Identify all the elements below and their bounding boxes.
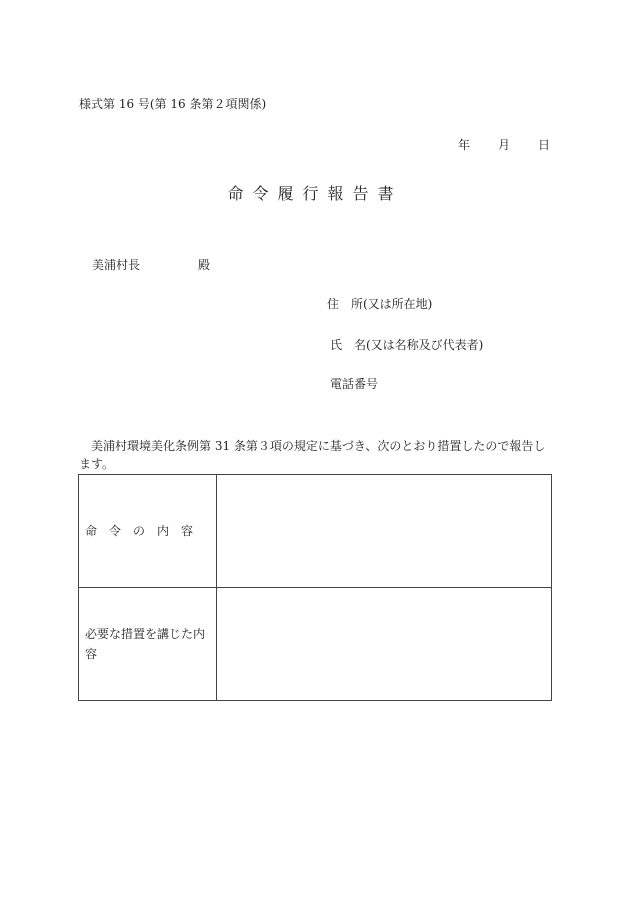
date-year: 年	[457, 138, 470, 152]
addressee-suffix: 殿	[198, 258, 211, 272]
addressee	[92, 257, 210, 273]
date-month: 月	[497, 138, 510, 152]
date-day: 日	[537, 138, 550, 152]
order-content-label: 命令の内容	[79, 475, 217, 588]
table-row	[79, 588, 552, 701]
addressee-name: 美浦村長	[92, 258, 141, 272]
reporter-name-label: 氏 名(又は名称及び代表者)	[330, 338, 484, 352]
form-number: 様式第 16 号(第 16 条第２項関係)	[79, 97, 267, 111]
date-line	[458, 137, 550, 153]
body-text: 美浦村環境美化条例第 31 条第３項の規定に基づき、次のとおり措置したので報告します。	[79, 439, 546, 471]
order-content-value[interactable]	[217, 475, 552, 588]
measures-taken-value[interactable]	[217, 588, 552, 701]
table-row	[79, 475, 552, 588]
report-table	[78, 474, 552, 701]
reporter-address-label: 住 所(又は所在地)	[327, 297, 433, 311]
measures-taken-label: 必要な措置を講じた内容	[79, 588, 217, 701]
document-title: 命令履行報告書	[227, 184, 403, 203]
reporter-phone-label: 電話番号	[330, 377, 379, 391]
